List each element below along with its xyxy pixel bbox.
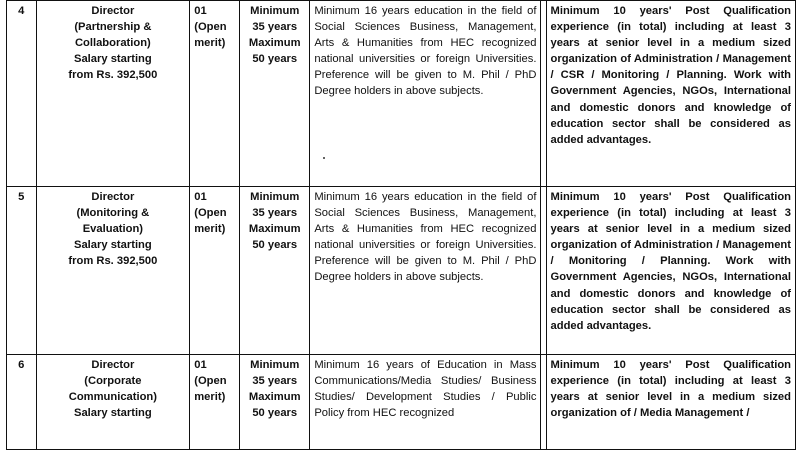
position-quota: (Open [194, 375, 227, 388]
age-value: 50 years [252, 239, 298, 252]
post-name: Director [91, 191, 135, 203]
position-count: 01 [194, 191, 207, 203]
post-salary: from Rs. 392,500 [68, 255, 158, 268]
education-cell: Minimum 16 years education in the field of Social Sciences Business, Management, Arts & Humanities from HEC recognized national universities or foreign Universities. Preference will be given to M. Phil / PhD Degree holders in above subjects. [310, 187, 541, 355]
position-quota: (Open [194, 21, 227, 34]
post-unit: Communication) [68, 391, 157, 404]
age-label: Maximum [248, 223, 301, 236]
post-unit: (Partnership & [74, 21, 152, 34]
age-label: Maximum [248, 37, 301, 50]
age-limit-cell [240, 355, 310, 450]
post-salary: Salary starting [74, 407, 152, 420]
table-row [7, 355, 796, 450]
age-value: 35 years [252, 207, 298, 220]
serial-number: 5 [7, 187, 37, 355]
post-salary: from Rs. 392,500 [68, 69, 158, 82]
scan-speck [323, 157, 325, 159]
post-name: Director [91, 5, 135, 17]
post-unit: Evaluation) [82, 223, 144, 236]
serial-number: 6 [7, 355, 37, 450]
post-salary: Salary starting [74, 239, 152, 252]
age-limit-cell [240, 1, 310, 187]
post-unit: (Corporate [84, 375, 142, 388]
position-count: 01 [194, 5, 207, 17]
positions-table [6, 0, 796, 450]
post-unit: (Monitoring & [76, 207, 150, 220]
position-count: 01 [194, 359, 207, 371]
experience-cell: Minimum 10 years' Post Qualification experience (in total) including at least 3 years at senior level in a medium sized organization of / Media Management / [546, 355, 795, 450]
experience-cell: Minimum 10 years' Post Qualification experience (in total) including at least 3 years at senior level in a medium sized organization of Administration / Management / Monitoring / Planning. Work with Government Agencies, NGOs, International and domestic donors and knowledge of education sector shall be considered as added advantages. [546, 187, 795, 355]
age-label: Minimum [250, 191, 300, 203]
serial-number: 4 [7, 1, 37, 187]
position-quota: merit) [194, 391, 226, 404]
post-name: Director [91, 359, 135, 371]
age-value: 35 years [252, 375, 298, 388]
post-unit: Collaboration) [74, 37, 151, 50]
positions-cell [190, 355, 240, 450]
position-quota: merit) [194, 223, 226, 236]
position-quota: merit) [194, 37, 226, 50]
education-cell: Minimum 16 years education in the field of Social Sciences Business, Management, Arts & Humanities from HEC recognized national universities or foreign Universities. Preference will be given to M. Phil / PhD Degree holders in above subjects. [310, 1, 541, 187]
age-label: Maximum [248, 391, 301, 404]
age-label: Minimum [250, 5, 300, 17]
table-row [7, 1, 796, 187]
age-limit-cell [240, 187, 310, 355]
age-value: 35 years [252, 21, 298, 34]
position-quota: (Open [194, 207, 227, 220]
post-title-cell [36, 355, 190, 450]
post-title-cell [36, 1, 190, 187]
positions-cell [190, 1, 240, 187]
age-label: Minimum [250, 359, 300, 371]
age-value: 50 years [252, 53, 298, 66]
education-cell: Minimum 16 years of Education in Mass Communications/Media Studies/ Business Studies/ Development Studies / Public Policy from HEC recognized [310, 355, 541, 450]
positions-cell [190, 187, 240, 355]
age-value: 50 years [252, 407, 298, 420]
post-salary: Salary starting [74, 53, 152, 66]
table-row [7, 187, 796, 355]
post-title-cell [36, 187, 190, 355]
experience-cell: Minimum 10 years' Post Qualification experience (in total) including at least 3 years at senior level in a medium sized organization of Administration / Management / CSR / Monitoring / Planning. Work with Government Agencies, NGOs, International and domestic donors and knowledge of education sector shall be considered as added advantages. [546, 1, 795, 187]
